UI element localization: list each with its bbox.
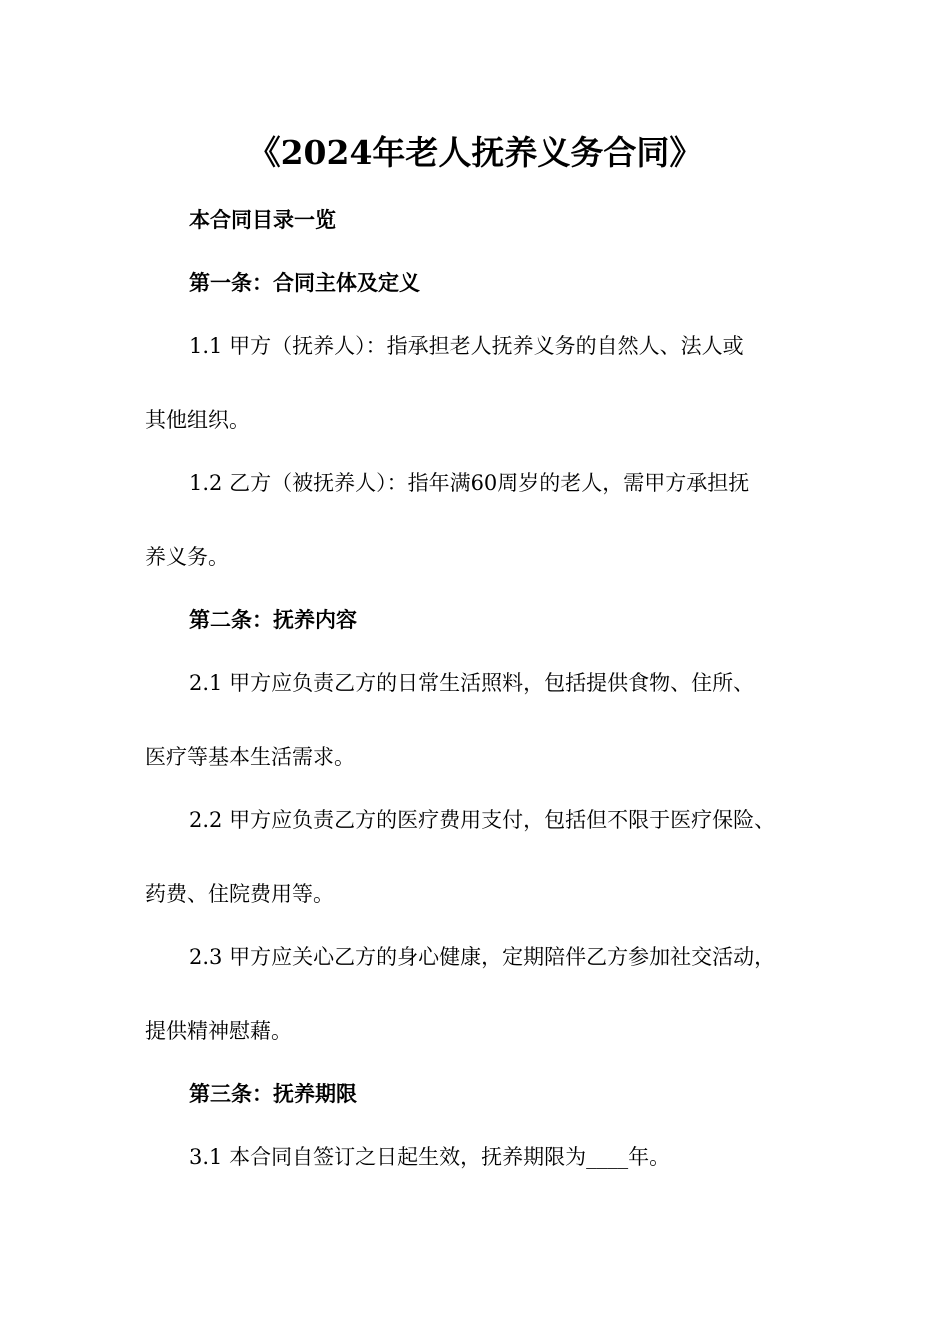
clause-1-1-line-2: 其他组织。 xyxy=(145,408,250,432)
clause-2-1-line-1: 2.1 甲方应负责乙方的日常生活照料，包括提供食物、住所、 xyxy=(189,671,755,695)
toc-heading: 本合同目录一览 xyxy=(189,207,336,232)
clause-1-2-line-1: 1.2 乙方（被抚养人）：指年满60周岁的老人，需甲方承担抚 xyxy=(189,471,750,495)
section-heading-1: 第一条：合同主体及定义 xyxy=(189,270,420,295)
clause-1-1-line-1: 1.1 甲方（抚养人）：指承担老人抚养义务的自然人、法人或 xyxy=(189,334,744,358)
document-title: 《2024年老人抚养义务合同》 xyxy=(247,133,703,172)
section-heading-3: 第三条：抚养期限 xyxy=(189,1081,357,1106)
clause-2-3-line-1: 2.3 甲方应关心乙方的身心健康，定期陪伴乙方参加社交活动， xyxy=(189,945,776,969)
clause-2-2-line-2: 药费、住院费用等。 xyxy=(145,882,334,906)
section-heading-2: 第二条：抚养内容 xyxy=(189,607,357,632)
clause-2-1-line-2: 医疗等基本生活需求。 xyxy=(145,745,355,769)
clause-2-3-line-2: 提供精神慰藉。 xyxy=(145,1019,292,1043)
clause-3-1-line-1: 3.1 本合同自签订之日起生效，抚养期限为____年。 xyxy=(189,1145,671,1169)
clause-2-2-line-1: 2.2 甲方应负责乙方的医疗费用支付，包括但不限于医疗保险、 xyxy=(189,808,776,832)
clause-1-2-line-2: 养义务。 xyxy=(145,545,229,569)
